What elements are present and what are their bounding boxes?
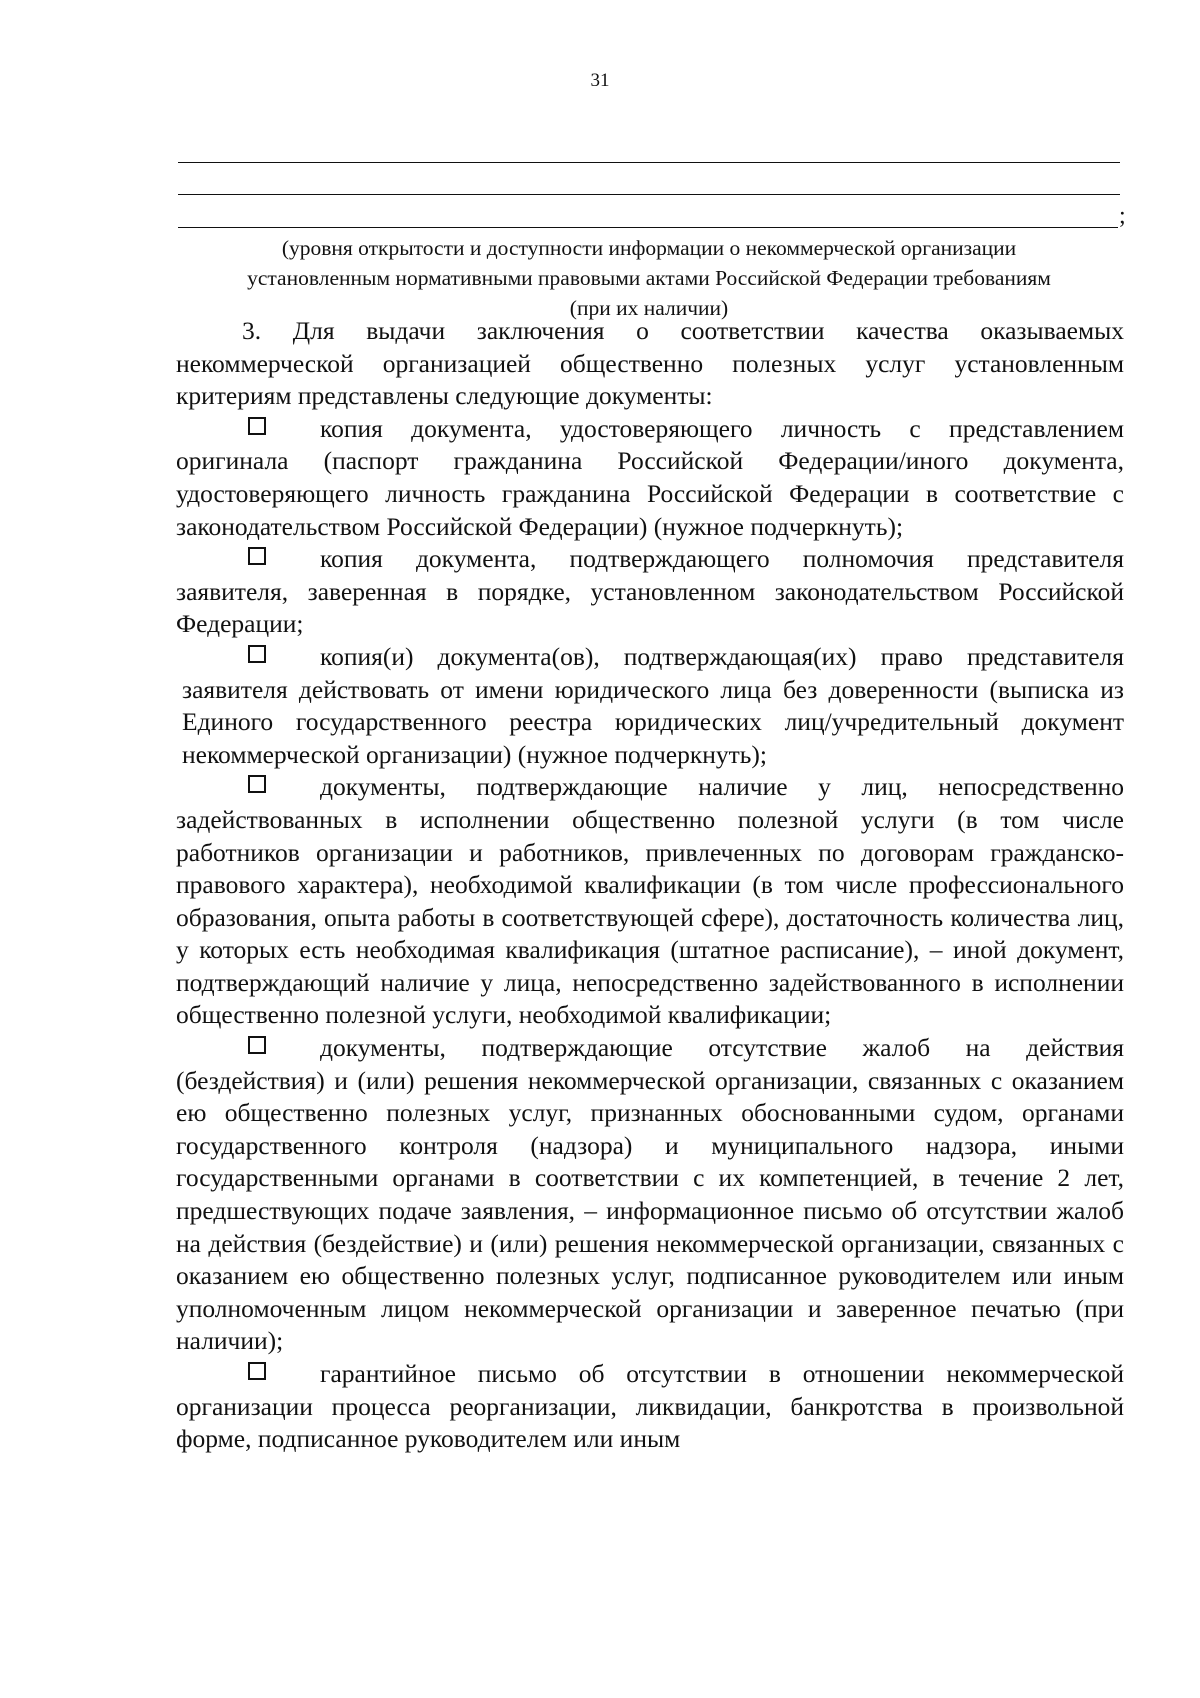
- document-item-qualification: [176, 771, 1124, 1032]
- page-number: 31: [590, 70, 610, 91]
- field-caption: [178, 233, 1120, 323]
- checkbox-guarantee-letter[interactable]: [248, 1362, 266, 1380]
- section-3-body: [176, 315, 1124, 1456]
- item-text-authority: копия документа, подтверждающего полномочия представителя заявителя, заверенная в порядке, установленном законодательством Российской Федерации;: [176, 544, 1124, 639]
- item-text-guarantee-letter: гарантийное письмо об отсутствии в отношении некоммерческой организации процесса реорганизации, ликвидации, банкротства в произвольной форме, подписанное руководителем или иным: [176, 1359, 1124, 1454]
- blank-fill-line-3[interactable]: [178, 227, 1118, 228]
- item-text-no-complaints: документы, подтверждающие отсутствие жалоб на действия (бездействия) и (или) решения некоммерческой организации, связанных с оказанием ею общественно полезных услуг, признанных обоснованными судом, органами государственного контроля (надзора) и муниципального надзора, иными государственными органами в соответствии с их компетенцией, в течение 2 лет, предшествующих подаче заявления, – информационное письмо об отсутствии жалоб на действия (бездействие) и (или) решения некоммерческой организации, связанных с оказанием ею общественно полезных услуг, подписанное руководителем или иным уполномоченным лицом некоммерческой организации и заверенное печатью (при наличии);: [176, 1033, 1124, 1356]
- blank-fill-line-1[interactable]: [178, 162, 1120, 163]
- blank-fill-line-2[interactable]: [178, 194, 1120, 195]
- document-item-representative-right: [176, 641, 1124, 771]
- caption-line-2: установленным нормативными правовыми актами Российской Федерации требованиям: [247, 266, 1051, 290]
- trailing-semicolon: ;: [1119, 203, 1126, 229]
- document-item-authority: [176, 543, 1124, 641]
- document-item-no-complaints: [176, 1032, 1124, 1358]
- section-intro: 3. Для выдачи заключения о соответствии качества оказываемых некоммерческой организацией общественно полезных услуг установленным критериям представлены следующие документы:: [176, 316, 1124, 411]
- checkbox-identity[interactable]: [248, 417, 266, 435]
- item-text-qualification: документы, подтверждающие наличие у лиц, непосредственно задействованных в исполнении общественно полезной услуги (в том числе работников организации и работников, привлеченных по договорам гражданско-правового характера), необходимой квалификации (в том числе профессионального образования, опыта работы в соответствующей сфере), достаточность количества лиц, у которых есть необходимая квалификация (штатное расписание), – иной документ, подтверждающий наличие у лица, непосредственно задействованного в исполнении общественно полезной услуги, необходимой квалификации;: [176, 772, 1124, 1030]
- item-text-representative-right: копия(и) документа(ов), подтверждающая(их) право представителя заявителя действовать от имени юридического лица без доверенности (выписка из Единого государственного реестра юридических лиц/учредительный документ некоммерческой организации) (нужное подчеркнуть);: [182, 641, 1124, 769]
- caption-line-1: (уровня открытости и доступности информации о некоммерческой организации: [281, 236, 1017, 260]
- item-text-identity: копия документа, удостоверяющего личность с представлением оригинала (паспорт гражданина Российской Федерации/иного документа, удостоверяющего личность гражданина Российской Федерации в соответствие с законодательством Российской Федерации) (нужное подчеркнуть);: [176, 413, 1124, 541]
- checkbox-authority[interactable]: [248, 547, 266, 565]
- checkbox-qualification[interactable]: [248, 775, 266, 793]
- checkbox-representative-right[interactable]: [248, 645, 266, 663]
- caption-line-3: (при их наличии): [569, 296, 729, 320]
- document-item-guarantee-letter: [176, 1358, 1124, 1456]
- document-item-identity: [176, 413, 1124, 543]
- checkbox-no-complaints[interactable]: [248, 1036, 266, 1054]
